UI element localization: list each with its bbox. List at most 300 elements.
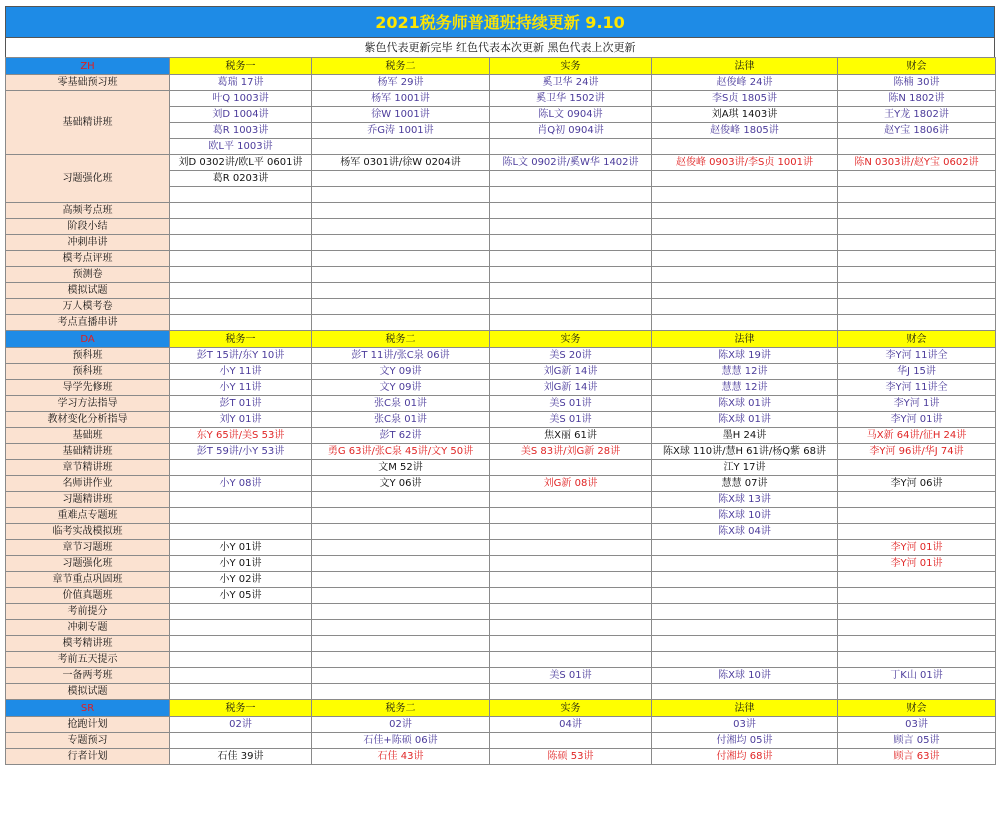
table-row: [6, 348, 996, 364]
table-cell: [838, 315, 996, 331]
table-cell: [170, 524, 312, 540]
table-cell: [312, 588, 490, 604]
table-cell: [652, 203, 838, 219]
table-cell: [490, 235, 652, 251]
table-cell: 美S 01讲: [490, 412, 652, 428]
table-cell: 东Y 65讲/美S 53讲: [170, 428, 312, 444]
table-cell: [170, 187, 312, 203]
table-cell: 文Y 09讲: [312, 364, 490, 380]
column-header: 税务一: [170, 700, 312, 717]
table-row: [6, 749, 996, 765]
table-cell: 勇G 63讲/张C泉 45讲/文Y 50讲: [312, 444, 490, 460]
table-cell: [652, 299, 838, 315]
column-header: 实务: [490, 58, 652, 75]
table-cell: 张C泉 01讲: [312, 412, 490, 428]
table-cell: 刘G新 14讲: [490, 380, 652, 396]
table-row: [6, 412, 996, 428]
table-cell: 刘A琪 1403讲: [652, 107, 838, 123]
table-cell: [312, 251, 490, 267]
table-cell: 美S 20讲: [490, 348, 652, 364]
table-cell: 04讲: [490, 717, 652, 733]
table-cell: [652, 315, 838, 331]
table-cell: 徐W 1001讲: [312, 107, 490, 123]
table-row: [6, 444, 996, 460]
table-cell: 彭T 01讲: [170, 396, 312, 412]
table-cell: 叶Q 1003讲: [170, 91, 312, 107]
table-row: [6, 476, 996, 492]
table-cell: 奚卫华 1502讲: [490, 91, 652, 107]
table-cell: [652, 636, 838, 652]
table-cell: [312, 299, 490, 315]
table-cell: 美S 83讲/刘G新 28讲: [490, 444, 652, 460]
table-cell: [312, 684, 490, 700]
row-label: 考点直播串讲: [6, 315, 170, 331]
table-cell: [838, 171, 996, 187]
table-cell: [170, 283, 312, 299]
section-name: DA: [6, 331, 170, 348]
table-cell: [652, 267, 838, 283]
table-cell: [652, 684, 838, 700]
table-cell: 丁K山 01讲: [838, 668, 996, 684]
table-cell: 赵俊峰 0903讲/李S贞 1001讲: [652, 155, 838, 171]
table-cell: [312, 652, 490, 668]
table-cell: 陈X球 10讲: [652, 508, 838, 524]
table-cell: [838, 684, 996, 700]
table-cell: [652, 572, 838, 588]
table-cell: 03讲: [838, 717, 996, 733]
table-cell: 陈X球 01讲: [652, 412, 838, 428]
table-cell: [838, 572, 996, 588]
schedule-sheet: [5, 6, 995, 765]
table-cell: [170, 267, 312, 283]
table-cell: 杨军 29讲: [312, 75, 490, 91]
table-cell: [170, 251, 312, 267]
table-cell: [838, 652, 996, 668]
table-cell: 小Y 01讲: [170, 556, 312, 572]
table-cell: [652, 652, 838, 668]
row-label: 一备两考班: [6, 668, 170, 684]
table-cell: [312, 219, 490, 235]
table-cell: 李Y河 11讲全: [838, 348, 996, 364]
table-cell: 葛瑞 17讲: [170, 75, 312, 91]
row-label: 临考实战模拟班: [6, 524, 170, 540]
table-row: [6, 733, 996, 749]
table-cell: 李Y河 01讲: [838, 556, 996, 572]
table-cell: 杨军 0301讲/徐W 0204讲: [312, 155, 490, 171]
row-label: 章节重点巩固班: [6, 572, 170, 588]
table-cell: 欧L平 1003讲: [170, 139, 312, 155]
row-label: 考前五天提示: [6, 652, 170, 668]
table-cell: [490, 620, 652, 636]
column-header: 财会: [838, 700, 996, 717]
table-cell: 马X新 64讲/征H 24讲: [838, 428, 996, 444]
row-label: 模拟试题: [6, 283, 170, 299]
table-cell: 赵Y宝 1806讲: [838, 123, 996, 139]
table-cell: 美S 01讲: [490, 668, 652, 684]
table-row: [6, 251, 996, 267]
table-cell: [490, 588, 652, 604]
table-cell: [490, 540, 652, 556]
table-cell: 小Y 05讲: [170, 588, 312, 604]
table-cell: 彭T 62讲: [312, 428, 490, 444]
table-cell: [838, 604, 996, 620]
table-cell: [170, 219, 312, 235]
row-label: 章节习题班: [6, 540, 170, 556]
section-header-row: [6, 700, 996, 717]
table-row: [6, 235, 996, 251]
table-cell: 刘G新 08讲: [490, 476, 652, 492]
row-label: 冲刺专题: [6, 620, 170, 636]
row-label: 基础精讲班: [6, 91, 170, 155]
table-cell: 陈X球 110讲/慧H 61讲/杨Q紫 68讲: [652, 444, 838, 460]
table-cell: [838, 283, 996, 299]
table-cell: [652, 235, 838, 251]
section-name: SR: [6, 700, 170, 717]
table-cell: [170, 620, 312, 636]
schedule-table: [5, 57, 996, 765]
table-cell: 付湘均 05讲: [652, 733, 838, 749]
table-cell: 墨H 24讲: [652, 428, 838, 444]
table-cell: 陈X球 10讲: [652, 668, 838, 684]
table-row: [6, 364, 996, 380]
table-row: [6, 604, 996, 620]
table-cell: [652, 620, 838, 636]
table-cell: [312, 668, 490, 684]
table-cell: 陈楠 30讲: [838, 75, 996, 91]
table-row: [6, 556, 996, 572]
table-cell: [490, 267, 652, 283]
table-cell: 肖Q初 0904讲: [490, 123, 652, 139]
row-label: 导学先修班: [6, 380, 170, 396]
table-cell: 乔G涛 1001讲: [312, 123, 490, 139]
row-label: 名师讲作业: [6, 476, 170, 492]
table-cell: [170, 203, 312, 219]
table-row: [6, 283, 996, 299]
color-legend: 紫色代表更新完毕 红色代表本次更新 黑色代表上次更新: [5, 38, 995, 57]
table-cell: [312, 139, 490, 155]
table-cell: 华J 15讲: [838, 364, 996, 380]
row-label: 高频考点班: [6, 203, 170, 219]
table-cell: [838, 460, 996, 476]
table-cell: [652, 139, 838, 155]
table-cell: [490, 139, 652, 155]
table-row: [6, 492, 996, 508]
row-label: 专题预习: [6, 733, 170, 749]
row-label: 阶段小结: [6, 219, 170, 235]
table-cell: 陈X球 19讲: [652, 348, 838, 364]
table-cell: [312, 267, 490, 283]
table-cell: [490, 299, 652, 315]
table-cell: [838, 203, 996, 219]
table-row: [6, 267, 996, 283]
table-cell: [170, 492, 312, 508]
table-cell: 陈硕 53讲: [490, 749, 652, 765]
column-header: 税务二: [312, 700, 490, 717]
table-cell: 慧慧 07讲: [652, 476, 838, 492]
table-cell: 小Y 11讲: [170, 364, 312, 380]
table-cell: [838, 219, 996, 235]
table-cell: [312, 283, 490, 299]
column-header: 税务二: [312, 58, 490, 75]
row-label: 行者计划: [6, 749, 170, 765]
table-cell: [490, 171, 652, 187]
row-label: 模拟试题: [6, 684, 170, 700]
table-cell: [490, 652, 652, 668]
table-cell: [652, 556, 838, 572]
section-header-row: [6, 58, 996, 75]
table-cell: [312, 315, 490, 331]
table-row: [6, 524, 996, 540]
table-cell: 李Y河 1讲: [838, 396, 996, 412]
row-label: 预科班: [6, 348, 170, 364]
table-cell: 美S 01讲: [490, 396, 652, 412]
table-cell: [838, 620, 996, 636]
table-cell: [312, 636, 490, 652]
table-cell: [652, 540, 838, 556]
table-cell: 石佳 43讲: [312, 749, 490, 765]
table-cell: 葛R 0203讲: [170, 171, 312, 187]
table-cell: [490, 460, 652, 476]
table-row: [6, 155, 996, 171]
table-cell: [312, 235, 490, 251]
table-cell: [838, 235, 996, 251]
row-label: 习题强化班: [6, 556, 170, 572]
table-cell: [170, 684, 312, 700]
table-cell: 顾言 05讲: [838, 733, 996, 749]
row-label: 考前提分: [6, 604, 170, 620]
table-cell: [312, 171, 490, 187]
row-label: 重难点专题班: [6, 508, 170, 524]
table-cell: [490, 492, 652, 508]
table-cell: 李Y河 06讲: [838, 476, 996, 492]
table-cell: [312, 187, 490, 203]
table-cell: [652, 171, 838, 187]
table-row: [6, 299, 996, 315]
table-cell: [312, 203, 490, 219]
table-cell: [312, 508, 490, 524]
table-cell: 陈L文 0904讲: [490, 107, 652, 123]
table-cell: [838, 251, 996, 267]
table-cell: 葛R 1003讲: [170, 123, 312, 139]
table-cell: [838, 139, 996, 155]
table-cell: 慧慧 12讲: [652, 364, 838, 380]
column-header: 法律: [652, 58, 838, 75]
table-cell: [838, 524, 996, 540]
table-cell: 02讲: [170, 717, 312, 733]
table-cell: 李Y河 01讲: [838, 540, 996, 556]
table-cell: 文Y 06讲: [312, 476, 490, 492]
table-cell: [490, 315, 652, 331]
table-cell: 李Y河 11讲全: [838, 380, 996, 396]
column-header: 财会: [838, 331, 996, 348]
table-cell: [312, 604, 490, 620]
table-cell: [312, 620, 490, 636]
table-cell: 刘Y 01讲: [170, 412, 312, 428]
row-label: 价值真题班: [6, 588, 170, 604]
table-cell: 彭T 15讲/东Y 10讲: [170, 348, 312, 364]
table-cell: [170, 636, 312, 652]
table-cell: 陈N 1802讲: [838, 91, 996, 107]
table-row: [6, 460, 996, 476]
column-header: 法律: [652, 331, 838, 348]
table-cell: [312, 556, 490, 572]
table-row: [6, 620, 996, 636]
row-label: 基础班: [6, 428, 170, 444]
section-name: ZH: [6, 58, 170, 75]
table-row: [6, 652, 996, 668]
table-cell: [490, 684, 652, 700]
table-row: [6, 668, 996, 684]
table-cell: [490, 283, 652, 299]
table-cell: [652, 219, 838, 235]
table-cell: [490, 636, 652, 652]
table-cell: [170, 668, 312, 684]
table-cell: 顾言 63讲: [838, 749, 996, 765]
table-cell: [652, 604, 838, 620]
table-row: [6, 428, 996, 444]
table-cell: 石佳 39讲: [170, 749, 312, 765]
table-cell: 王Y龙 1802讲: [838, 107, 996, 123]
row-label: 预测卷: [6, 267, 170, 283]
table-cell: 小Y 11讲: [170, 380, 312, 396]
table-cell: [838, 299, 996, 315]
table-cell: 慧慧 12讲: [652, 380, 838, 396]
row-label: 万人模考卷: [6, 299, 170, 315]
table-row: [6, 315, 996, 331]
column-header: 实务: [490, 700, 652, 717]
table-cell: 江Y 17讲: [652, 460, 838, 476]
table-cell: [170, 604, 312, 620]
row-label: 习题精讲班: [6, 492, 170, 508]
table-row: [6, 588, 996, 604]
table-cell: [652, 588, 838, 604]
table-cell: 彭T 59讲/小Y 53讲: [170, 444, 312, 460]
table-cell: 陈L文 0902讲/奚W华 1402讲: [490, 155, 652, 171]
table-cell: [170, 733, 312, 749]
section-header-row: [6, 331, 996, 348]
table-row: [6, 540, 996, 556]
column-header: 实务: [490, 331, 652, 348]
table-cell: 03讲: [652, 717, 838, 733]
table-cell: 陈N 0303讲/赵Y宝 0602讲: [838, 155, 996, 171]
table-cell: [490, 572, 652, 588]
table-row: [6, 684, 996, 700]
table-cell: [838, 492, 996, 508]
table-cell: [652, 187, 838, 203]
sheet-title: 2021税务师普通班持续更新 9.10: [5, 6, 995, 38]
table-row: [6, 91, 996, 107]
table-cell: [312, 492, 490, 508]
row-label: 预科班: [6, 364, 170, 380]
table-cell: [170, 460, 312, 476]
table-row: [6, 380, 996, 396]
table-cell: 付湘均 68讲: [652, 749, 838, 765]
table-cell: 02讲: [312, 717, 490, 733]
column-header: 法律: [652, 700, 838, 717]
table-cell: 杨军 1001讲: [312, 91, 490, 107]
row-label: 学习方法指导: [6, 396, 170, 412]
table-cell: [312, 524, 490, 540]
table-cell: [490, 219, 652, 235]
column-header: 税务二: [312, 331, 490, 348]
table-cell: [490, 508, 652, 524]
table-cell: [170, 652, 312, 668]
table-cell: [490, 187, 652, 203]
row-label: 抢跑计划: [6, 717, 170, 733]
row-label: 模考精讲班: [6, 636, 170, 652]
row-label: 基础精讲班: [6, 444, 170, 460]
table-cell: [170, 299, 312, 315]
table-cell: [490, 604, 652, 620]
table-cell: 文Y 09讲: [312, 380, 490, 396]
table-cell: [490, 733, 652, 749]
table-cell: [312, 572, 490, 588]
table-cell: 赵俊峰 24讲: [652, 75, 838, 91]
table-cell: 李Y河 96讲/华J 74讲: [838, 444, 996, 460]
column-header: 财会: [838, 58, 996, 75]
table-cell: 焦X丽 61讲: [490, 428, 652, 444]
table-cell: 陈X球 13讲: [652, 492, 838, 508]
table-cell: 李S贞 1805讲: [652, 91, 838, 107]
table-cell: [652, 283, 838, 299]
row-label: 模考点评班: [6, 251, 170, 267]
table-cell: [838, 588, 996, 604]
table-cell: 刘D 0302讲/欧L平 0601讲: [170, 155, 312, 171]
table-cell: 赵俊峰 1805讲: [652, 123, 838, 139]
table-cell: [490, 203, 652, 219]
row-label: 冲刺串讲: [6, 235, 170, 251]
row-label: 零基础预习班: [6, 75, 170, 91]
table-cell: [838, 636, 996, 652]
table-cell: [490, 556, 652, 572]
table-cell: 李Y河 01讲: [838, 412, 996, 428]
table-cell: 刘G新 14讲: [490, 364, 652, 380]
row-label: 章节精讲班: [6, 460, 170, 476]
table-cell: [170, 508, 312, 524]
table-cell: 小Y 02讲: [170, 572, 312, 588]
table-cell: [838, 267, 996, 283]
row-label: 教材变化分析指导: [6, 412, 170, 428]
table-cell: [838, 187, 996, 203]
table-row: [6, 717, 996, 733]
table-row: [6, 636, 996, 652]
table-cell: 石佳+陈硕 06讲: [312, 733, 490, 749]
table-cell: [170, 315, 312, 331]
table-cell: [838, 508, 996, 524]
table-row: [6, 75, 996, 91]
table-cell: [312, 540, 490, 556]
table-cell: [652, 251, 838, 267]
table-cell: 彭T 11讲/张C泉 06讲: [312, 348, 490, 364]
table-cell: [490, 524, 652, 540]
column-header: 税务一: [170, 331, 312, 348]
table-row: [6, 219, 996, 235]
table-cell: 小Y 08讲: [170, 476, 312, 492]
table-row: [6, 572, 996, 588]
table-cell: 刘D 1004讲: [170, 107, 312, 123]
column-header: 税务一: [170, 58, 312, 75]
table-cell: 陈X球 04讲: [652, 524, 838, 540]
table-row: [6, 508, 996, 524]
table-cell: 奚卫华 24讲: [490, 75, 652, 91]
table-cell: 张C泉 01讲: [312, 396, 490, 412]
table-row: [6, 203, 996, 219]
table-cell: 小Y 01讲: [170, 540, 312, 556]
table-cell: 陈X球 01讲: [652, 396, 838, 412]
table-cell: [170, 235, 312, 251]
table-row: [6, 396, 996, 412]
table-cell: [490, 251, 652, 267]
